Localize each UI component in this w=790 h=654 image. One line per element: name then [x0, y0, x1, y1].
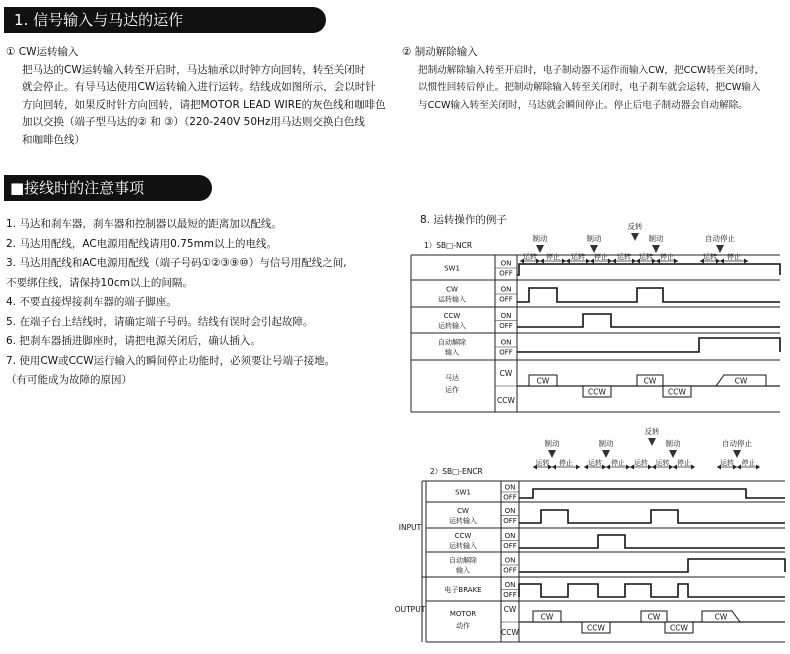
- diagram2-row-label: 输入: [456, 566, 470, 575]
- on-label: ON: [500, 312, 512, 320]
- brake-marker-arrow: [536, 245, 544, 253]
- cw-line: 方向回转，如果反时针方向回转，请把MOTOR LEAD WIRE的灰色线和咖啡色: [22, 98, 386, 111]
- cw-line: 就会停止。有导马达使用CW运转输入进行运转。结线成如图所示，会以时针: [22, 81, 376, 93]
- note-item: 5. 在端子台上结线时，请确定端子号码。结线有误时会引起故障。: [6, 315, 314, 328]
- ccw-waveform: [517, 314, 780, 327]
- on-label: ON: [504, 532, 516, 540]
- reverse-marker-label: 反转: [644, 427, 660, 436]
- span-2-head: [566, 259, 570, 264]
- auto-stop-marker-arrow: [716, 245, 724, 253]
- cw-heading: ① CW运转输入: [6, 46, 79, 58]
- span2-7-text: 运转: [720, 459, 734, 467]
- note-item: 1. 马达和刹车器，刹车器和控制器以最短的距离加以配线。: [6, 218, 282, 230]
- span2-8-head: [756, 465, 760, 470]
- motor-ccw-label: CCW: [588, 387, 606, 397]
- span2-1-text: 停止: [559, 459, 573, 467]
- brake-marker-label: 制动: [544, 439, 560, 448]
- off-label: OFF: [499, 269, 513, 278]
- span-1-text: 停止: [546, 253, 560, 261]
- cw-waveform: [517, 288, 780, 302]
- diagram2-row-label: CW: [457, 507, 469, 515]
- diagram1-title: 1）SB□-NCR: [424, 241, 473, 250]
- diagram1-row-label: 运作: [445, 386, 459, 394]
- cw-line: 把马达的CW运转输入转至开启时，马达轴承以时钟方向回转，转至关闭时: [22, 63, 366, 76]
- on-label: ON: [500, 285, 512, 294]
- input-label: INPUT: [398, 523, 422, 532]
- diagram1-row-label: 马达: [445, 374, 459, 382]
- brake-marker-label: 制动: [532, 234, 548, 243]
- reverse-marker-arrow: [648, 438, 656, 446]
- brake-marker-label: 制动: [598, 439, 614, 448]
- span-1-head: [540, 259, 544, 264]
- output-label: OUTPUT: [394, 605, 426, 614]
- ccw-label: CCW: [497, 396, 515, 405]
- brake-marker-label: 制动: [665, 439, 681, 448]
- diagram2-row-label: SW1: [455, 488, 471, 497]
- motor-cw-label: CW: [643, 376, 657, 386]
- cw-label: CW: [503, 605, 517, 614]
- span-2-head: [586, 259, 590, 264]
- brake-marker-label: 制动: [586, 234, 602, 243]
- span-6-head: [674, 259, 678, 264]
- diagram2-row-label: 运转输入: [449, 517, 477, 525]
- motor2-ccw-label: CCW: [670, 623, 688, 633]
- cw-label: CW: [499, 369, 513, 378]
- diagram1-row-label: 运转输入: [438, 322, 466, 330]
- reverse-marker-label: 反转: [627, 222, 643, 231]
- cw-waveform-2: [519, 510, 785, 523]
- span2-1-head: [576, 465, 580, 470]
- auto-release-waveform-2: [519, 559, 785, 572]
- note-item: 2. 马达用配线，AC电源用配线请用0.75mm以上的电线。: [6, 237, 278, 250]
- brake-waveform: [519, 584, 785, 597]
- span-0-text: 运转: [523, 253, 537, 261]
- ccw-waveform-2: [519, 535, 785, 548]
- motor-cw-label: CW: [734, 376, 748, 386]
- diagram1-row-label: 运转输入: [438, 295, 466, 304]
- note-item: 7. 使用CW或CCW运行输入的瞬间停止功能时，必须要让号端子接地。: [6, 354, 336, 367]
- span-2-text: 运转: [571, 253, 585, 261]
- motor2-cw-label: CW: [647, 612, 661, 622]
- motor-ccw-label: CCW: [668, 387, 686, 397]
- off-label: OFF: [503, 493, 517, 502]
- note-item: 4. 不要直接焊接刹车器的端子脚座。: [6, 296, 177, 308]
- span-6-text: 停止: [660, 253, 674, 261]
- diagram1-row-label: SW1: [444, 264, 460, 273]
- motor2-ccw-label: CCW: [587, 623, 605, 633]
- cw-line: 加以交换（端子型马达的② 和 ③）（220-240V 50Hz用马达则交换白色线: [22, 116, 365, 128]
- motor2-cw-label: CW: [540, 612, 554, 622]
- auto-stop-marker-arrow: [733, 450, 741, 458]
- off-label: OFF: [503, 517, 517, 525]
- span2-8-text: 停止: [741, 459, 756, 467]
- brake-marker-arrow: [590, 245, 598, 253]
- ccw-label: CCW: [501, 628, 519, 637]
- span-4-text: 运转: [617, 253, 631, 261]
- auto-stop-marker-label: 自动停止: [705, 234, 735, 243]
- diagram2-row-label: 电子BRAKE: [444, 586, 482, 594]
- span-3-text: 停止: [594, 253, 608, 261]
- span2-5-head: [669, 465, 673, 470]
- span-4-head: [612, 259, 616, 264]
- note-item: 3. 马达用配线和AC电源用配线（端子号码①②③⑨⑩）与信号用配线之间,: [6, 257, 347, 269]
- span2-3-head: [626, 465, 630, 470]
- span2-5-text: 运转: [655, 459, 670, 467]
- sw1-waveform-2: [519, 489, 785, 498]
- brake-marker-label: 制动: [648, 234, 664, 243]
- section-title: 1. 信号输入与马达的运作: [14, 11, 184, 29]
- auto-release-waveform: [517, 338, 780, 352]
- brake-line: 与CCW输入转至关闭时，马达就会瞬间停止。停止后电子制动器会自动解除。: [418, 99, 748, 111]
- cw-line: 和咖啡色线）: [22, 133, 85, 146]
- brake-line: 把制动解除输入转至开启时，电子制动器不运作而输入CW，把CCW转至关闭时，: [418, 64, 765, 76]
- brake-heading: ② 制动解除输入: [402, 46, 478, 58]
- on-label: ON: [504, 556, 516, 565]
- diagram1-row-label: 输入: [445, 348, 459, 357]
- section-title: ■接线时的注意事项: [10, 179, 145, 197]
- off-label: OFF: [503, 566, 517, 575]
- off-label: OFF: [499, 322, 513, 330]
- diagram1-row-label: CW: [446, 285, 458, 294]
- note-item: （有可能成为故障的原因）: [6, 374, 132, 386]
- off-label: OFF: [499, 348, 513, 357]
- span-4-head: [632, 259, 636, 264]
- on-label: ON: [500, 259, 512, 268]
- span2-0-text: 运转: [535, 459, 550, 467]
- diagram2-row-label: CCW: [454, 532, 472, 540]
- brake-marker-arrow: [602, 450, 610, 458]
- span-5-text: 运转: [639, 253, 653, 261]
- off-label: OFF: [499, 295, 513, 304]
- off-label: OFF: [503, 542, 517, 550]
- sw1-waveform: [517, 264, 780, 275]
- diagram2-title: 2）SB□-ENCR: [430, 467, 483, 476]
- span2-6-text: 停止: [677, 459, 691, 467]
- span-8-head: [744, 259, 748, 264]
- example-title: 8. 运转操作的例子: [420, 214, 507, 226]
- on-label: ON: [504, 507, 516, 515]
- span2-3-head: [606, 465, 610, 470]
- span2-3-text: 停止: [611, 459, 625, 467]
- span2-1-head: [552, 465, 556, 470]
- diagram1-row-label: 自动解除: [438, 338, 466, 347]
- note-item: 6. 把刹车器插进脚座时，请把电源关闭后，确认插入。: [6, 335, 261, 347]
- span2-4-text: 运转: [634, 459, 648, 467]
- on-label: ON: [504, 581, 516, 589]
- diagram1-row-label: CCW: [443, 312, 461, 320]
- reverse-marker-arrow: [631, 233, 639, 241]
- span-3-head: [608, 259, 612, 264]
- span2-6-head: [691, 465, 695, 470]
- brake-marker-arrow: [652, 245, 660, 253]
- span-1-head: [562, 259, 566, 264]
- span2-2-head: [602, 465, 606, 470]
- span-8-text: 停止: [727, 253, 741, 261]
- diagram2-row-label: 动作: [456, 622, 470, 630]
- diagram2-row-label: 自动解除: [449, 556, 477, 565]
- on-label: ON: [504, 483, 516, 492]
- span2-4-head: [648, 465, 652, 470]
- span2-8-head: [737, 465, 741, 470]
- motor2-cw-label: CW: [714, 612, 728, 622]
- auto-stop-marker-label: 自动停止: [722, 439, 752, 448]
- diagram2-row-label: MOTOR: [449, 610, 477, 618]
- span-8-head: [720, 259, 724, 264]
- note-item: 不要绑住线，请保持10cm以上的间隔。: [6, 276, 193, 289]
- on-label: ON: [500, 338, 512, 347]
- brake-line: 以惯性回转后停止。把制动解除输入转至关闭时，电子刹车就会运转，把CW输入: [418, 82, 761, 93]
- brake-marker-arrow: [548, 450, 556, 458]
- span-7-text: 运转: [703, 253, 717, 261]
- span2-2-text: 运转: [588, 459, 602, 467]
- brake-marker-arrow: [669, 450, 677, 458]
- off-label: OFF: [503, 591, 517, 599]
- motor-cw-label: CW: [536, 376, 550, 386]
- diagram2-row-label: 运转输入: [449, 542, 477, 550]
